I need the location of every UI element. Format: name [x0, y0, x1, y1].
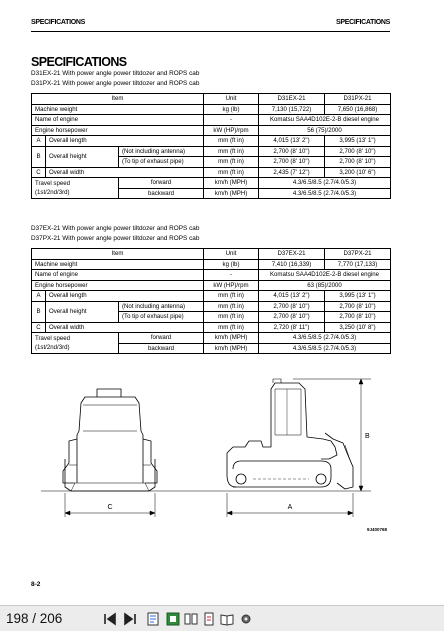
row-value: 7,650 (16,868) — [325, 104, 391, 115]
viewer-toolbar — [0, 605, 444, 631]
table-row — [32, 343, 391, 354]
model-line: D31PX-21 With power angle power tiltdozer and ROPS cab — [31, 80, 200, 87]
row-value: 7,770 (17,133) — [325, 259, 391, 270]
header-rule — [31, 31, 390, 32]
row-unit: km/h (MPH) — [204, 188, 259, 199]
dimension-b-line — [293, 379, 371, 491]
spec-table-d37 — [31, 248, 391, 354]
row-unit: km/h (MPH) — [204, 178, 259, 189]
dimension-letter: C — [32, 322, 46, 333]
row-unit: - — [204, 115, 259, 126]
row-unit: kg (lb) — [204, 104, 259, 115]
row-label: Machine weight — [32, 104, 204, 115]
table-row — [32, 178, 391, 189]
header-model-1: D31EX-21 — [259, 94, 325, 105]
model-line: D37EX-21 With power angle power tiltdozer and ROPS cab — [31, 225, 200, 232]
table-row — [32, 188, 391, 199]
row-sublabel: (Not including antenna) — [119, 301, 204, 312]
running-header-left: SPECIFICATIONS — [31, 19, 86, 26]
table-row — [32, 125, 391, 136]
row-value: 3,995 (13' 1") — [325, 291, 391, 302]
row-value: 7,410 (16,339) — [259, 259, 325, 270]
row-label: (1st/2nd/3rd) — [32, 188, 119, 199]
row-value: 2,700 (8' 10") — [259, 301, 325, 312]
table-row — [32, 291, 391, 302]
row-sublabel: backward — [119, 343, 204, 354]
row-value: Komatsu SAA4D102E-2-B diesel engine — [259, 270, 391, 281]
row-value: 7,130 (15,722) — [259, 104, 325, 115]
two-page-icon[interactable] — [183, 611, 199, 627]
row-unit: kW (HP)/rpm — [204, 280, 259, 291]
fit-page-icon[interactable] — [145, 611, 161, 627]
table-row — [32, 136, 391, 147]
row-unit: mm (ft in) — [204, 312, 259, 323]
row-unit: mm (ft in) — [204, 322, 259, 333]
row-value: 2,700 (8' 10") — [325, 146, 391, 157]
row-label: Overall height — [46, 301, 119, 322]
row-unit: km/h (MPH) — [204, 333, 259, 344]
row-unit: - — [204, 270, 259, 281]
dimension-c-label: C — [107, 504, 113, 511]
row-value: 4.3/6.5/8.5 (2.7/4.0/5.3) — [259, 188, 391, 199]
table-row — [32, 167, 391, 178]
row-value: 2,435 (7' 12") — [259, 167, 325, 178]
row-label: Travel speed — [32, 333, 119, 344]
row-label: Overall width — [46, 167, 204, 178]
dimension-letter: A — [32, 136, 46, 147]
row-sublabel: backward — [119, 188, 204, 199]
model-line: D37PX-21 With power angle power tiltdozer and ROPS cab — [31, 235, 200, 242]
spec-table-d31 — [31, 93, 391, 199]
header-model-1: D37EX-21 — [259, 249, 325, 260]
row-unit: mm (ft in) — [204, 291, 259, 302]
single-page-icon[interactable] — [165, 611, 181, 627]
table-row — [32, 280, 391, 291]
row-value: 4,015 (13' 2") — [259, 291, 325, 302]
row-value: 56 (75)/2000 — [259, 125, 391, 136]
table-header-row — [32, 249, 391, 260]
row-sublabel: forward — [119, 178, 204, 189]
dimension-letter: B — [32, 146, 46, 167]
header-model-2: D31PX-21 — [325, 94, 391, 105]
page-counter[interactable]: 198 / 206 — [6, 611, 63, 626]
last-page-icon[interactable] — [122, 611, 138, 627]
row-unit: mm (ft in) — [204, 301, 259, 312]
table-row — [32, 115, 391, 126]
dimension-diagram — [31, 375, 391, 535]
row-value: 4.3/6.5/8.5 (2.7/4.0/5.3) — [259, 333, 391, 344]
side-view-outline — [227, 379, 353, 489]
header-item: Item — [32, 249, 204, 260]
row-sublabel: forward — [119, 333, 204, 344]
row-value: 2,700 (8' 10") — [259, 146, 325, 157]
table-row — [32, 104, 391, 115]
table-row — [32, 333, 391, 344]
header-unit: Unit — [204, 94, 259, 105]
row-label: Overall length — [46, 291, 204, 302]
table-row — [32, 322, 391, 333]
model-line: D31EX-21 With power angle power tiltdozer and ROPS cab — [31, 70, 200, 77]
row-value: 4.3/6.5/8.5 (2.7/4.0/5.3) — [259, 343, 391, 354]
table-row — [32, 259, 391, 270]
row-value: 2,720 (8' 11") — [259, 322, 325, 333]
dimension-a-label: A — [287, 504, 293, 511]
table-row — [32, 270, 391, 281]
header-model-2: D37PX-21 — [325, 249, 391, 260]
row-value: 4.3/6.5/8.5 (2.7/4.0/5.3) — [259, 178, 391, 189]
page-number: 8-2 — [31, 581, 41, 588]
dimension-letter: A — [32, 291, 46, 302]
row-unit: km/h (MPH) — [204, 343, 259, 354]
row-sublabel: (To tip of exhaust pipe) — [119, 312, 204, 323]
row-value: 3,995 (13' 1") — [325, 136, 391, 147]
row-label: (1st/2nd/3rd) — [32, 343, 119, 354]
page-title: SPECIFICATIONS — [31, 55, 127, 69]
row-unit: mm (ft in) — [204, 167, 259, 178]
row-value: 3,250 (10' 8") — [325, 322, 391, 333]
running-header-right: SPECIFICATIONS — [335, 19, 390, 26]
dimension-letter: B — [32, 301, 46, 322]
row-value: 2,700 (8' 10") — [259, 312, 325, 323]
dimension-b-label: B — [365, 433, 370, 440]
row-label: Name of engine — [32, 270, 204, 281]
row-label: Machine weight — [32, 259, 204, 270]
row-label: Overall length — [46, 136, 204, 147]
table-header-row — [32, 94, 391, 105]
row-value: 2,700 (8' 10") — [325, 157, 391, 168]
row-label: Travel speed — [32, 178, 119, 189]
header-item: Item — [32, 94, 204, 105]
scroll-icon[interactable] — [201, 611, 217, 627]
row-unit: kW (HP)/rpm — [204, 125, 259, 136]
dimension-letter: C — [32, 167, 46, 178]
front-view-outline — [63, 389, 157, 491]
row-unit: mm (ft in) — [204, 136, 259, 147]
row-unit: mm (ft in) — [204, 157, 259, 168]
row-label: Overall height — [46, 146, 119, 167]
settings-icon[interactable] — [238, 611, 254, 627]
book-view-icon[interactable] — [219, 611, 235, 627]
row-value: 2,700 (8' 10") — [325, 301, 391, 312]
row-value: 4,015 (13' 2") — [259, 136, 325, 147]
first-page-icon[interactable] — [102, 611, 118, 627]
row-value: 3,200 (10' 6") — [325, 167, 391, 178]
row-unit: kg (lb) — [204, 259, 259, 270]
row-value: 2,700 (8' 10") — [325, 312, 391, 323]
row-sublabel: (To tip of exhaust pipe) — [119, 157, 204, 168]
row-label: Name of engine — [32, 115, 204, 126]
row-value: Komatsu SAA4D102E-2-B diesel engine — [259, 115, 391, 126]
row-value: 2,700 (8' 10") — [259, 157, 325, 168]
row-value: 63 (85)/2000 — [259, 280, 391, 291]
table-row — [32, 146, 391, 157]
row-sublabel: (Not including antenna) — [119, 146, 204, 157]
row-label: Engine horsepower — [32, 125, 204, 136]
row-unit: mm (ft in) — [204, 146, 259, 157]
row-label: Engine horsepower — [32, 280, 204, 291]
header-unit: Unit — [204, 249, 259, 260]
figure-code: 9J400768 — [366, 527, 387, 532]
table-row — [32, 301, 391, 312]
row-label: Overall width — [46, 322, 204, 333]
